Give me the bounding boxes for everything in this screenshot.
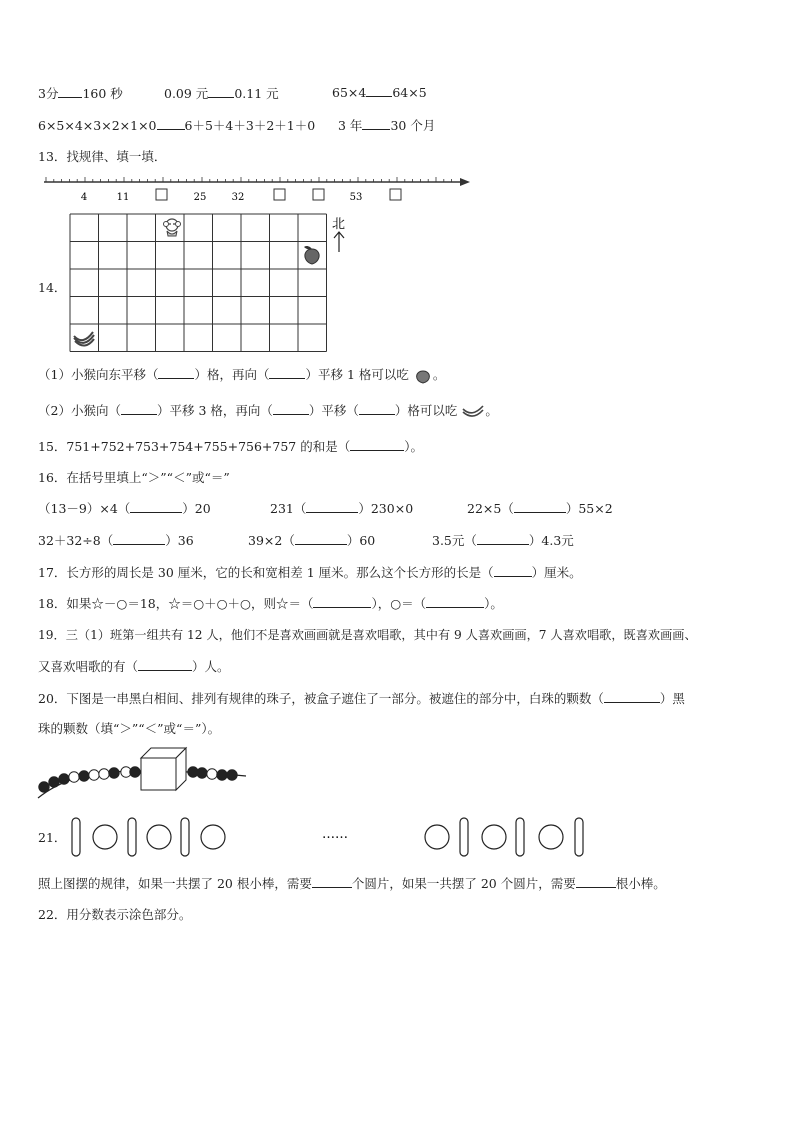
white-bead bbox=[69, 772, 79, 782]
circle-disc bbox=[201, 825, 225, 849]
stick bbox=[72, 818, 80, 856]
circle-disc bbox=[425, 825, 449, 849]
answer-blank[interactable] bbox=[208, 85, 234, 98]
black-bead bbox=[49, 777, 59, 787]
answer-blank[interactable] bbox=[312, 875, 352, 888]
answer-blank[interactable] bbox=[130, 500, 182, 513]
north-label: 北 bbox=[332, 217, 346, 232]
answer-blank[interactable] bbox=[350, 438, 404, 451]
answer-blank[interactable] bbox=[366, 84, 392, 97]
answer-blank[interactable] bbox=[514, 500, 566, 513]
box-blank[interactable] bbox=[274, 189, 285, 200]
answer-blank[interactable] bbox=[604, 690, 660, 703]
answer-blank[interactable] bbox=[306, 500, 358, 513]
circle-disc bbox=[539, 825, 563, 849]
answer-blank[interactable] bbox=[269, 366, 305, 379]
q21-text: 照上图摆的规律，如果一共摆了 20 根小棒，需要 个圆片，如果一共摆了 20 个圆片，需要 根小棒。 bbox=[38, 876, 666, 891]
black-bead bbox=[79, 771, 89, 781]
q21-number: 21． bbox=[38, 830, 67, 845]
q20-line2: 珠的颗数（填“＞”“＜”或“＝”）。 bbox=[38, 721, 221, 736]
q19-line2: 又喜欢唱歌的有（ ）人。 bbox=[38, 659, 230, 674]
compare-row-1: 3分 160 秒 bbox=[38, 86, 123, 101]
box-blank[interactable] bbox=[156, 189, 167, 200]
beads-figure bbox=[36, 742, 256, 804]
box-blank[interactable] bbox=[313, 189, 324, 200]
answer-blank[interactable] bbox=[158, 366, 194, 379]
compare-row-2: 6×5×4×3×2×1×0 6＋5＋4＋3＋2＋1＋0 bbox=[38, 118, 316, 133]
q16-title: 16．在括号里填上“＞”“＜”或“＝” bbox=[38, 470, 230, 485]
banana-icon bbox=[461, 404, 485, 420]
black-bead bbox=[217, 770, 227, 780]
number-label: 32 bbox=[231, 192, 245, 203]
answer-blank[interactable] bbox=[362, 117, 390, 130]
monkey-icon bbox=[164, 219, 181, 236]
q14-sub2: （2）小猴向（ ）平移 3 格，再向（ ）平移（ ）格可以吃 。 bbox=[38, 403, 498, 418]
number-label: 4 bbox=[80, 192, 88, 203]
q15: 15．751+752+753+754+755+756+757 的和是（ ）。 bbox=[38, 439, 423, 454]
number-line bbox=[40, 172, 476, 204]
peach-icon bbox=[413, 368, 433, 384]
circle-disc bbox=[147, 825, 171, 849]
answer-blank[interactable] bbox=[58, 85, 82, 98]
answer-blank[interactable] bbox=[273, 402, 309, 415]
stick bbox=[516, 818, 524, 856]
cover-box bbox=[141, 748, 186, 790]
stick bbox=[181, 818, 189, 856]
number-label: 25 bbox=[193, 192, 207, 203]
grid-map bbox=[68, 212, 358, 358]
box-blank[interactable] bbox=[390, 189, 401, 200]
q14-number: 14． bbox=[38, 280, 67, 295]
banana-icon bbox=[74, 332, 94, 346]
black-bead bbox=[39, 782, 49, 792]
number-label: 53 bbox=[349, 192, 363, 203]
white-bead bbox=[207, 769, 217, 779]
answer-blank[interactable] bbox=[494, 564, 532, 577]
circle-disc bbox=[482, 825, 506, 849]
stick bbox=[575, 818, 583, 856]
north-arrow-icon bbox=[334, 232, 344, 252]
number-label: 11 bbox=[116, 192, 130, 203]
q19-line1: 19．三（1）班第一组共有 12 人，他们不是喜欢画画就是喜欢唱歌，其中有 9 人喜欢画画，7 人喜欢唱歌，既喜欢画画、 bbox=[38, 628, 697, 642]
q20-line1: 20．下图是一串黑白相间、排列有规律的珠子，被盒子遮住了一部分。被遮住的部分中，白珠的颗数（ ）黑 bbox=[38, 691, 685, 706]
q17: 17．长方形的周长是 30 厘米，它的长和宽相差 1 厘米。那么这个长方形的长是（ ）厘米。 bbox=[38, 565, 582, 580]
black-bead bbox=[130, 767, 140, 777]
answer-blank[interactable] bbox=[359, 402, 395, 415]
sticks-circles-figure bbox=[68, 814, 598, 860]
circle-disc bbox=[93, 825, 117, 849]
black-bead bbox=[227, 770, 237, 780]
stick bbox=[460, 818, 468, 856]
stick bbox=[128, 818, 136, 856]
answer-blank[interactable] bbox=[295, 532, 347, 545]
answer-blank[interactable] bbox=[138, 658, 192, 671]
peach-icon bbox=[304, 246, 319, 264]
ellipsis: …… bbox=[322, 827, 348, 842]
answer-blank[interactable] bbox=[477, 532, 529, 545]
q13-title: 13．找规律、填一填． bbox=[38, 149, 167, 164]
answer-blank[interactable] bbox=[426, 595, 484, 608]
black-bead bbox=[109, 768, 119, 778]
white-bead bbox=[99, 769, 109, 779]
q22: 22．用分数表示涂色部分。 bbox=[38, 907, 192, 922]
black-bead bbox=[59, 774, 69, 784]
answer-blank[interactable] bbox=[113, 532, 165, 545]
q18: 18．如果☆－○＝18，☆＝○＋○＋○，则☆＝（ ），○＝（ ）。 bbox=[38, 596, 503, 611]
white-bead bbox=[89, 770, 99, 780]
answer-blank[interactable] bbox=[121, 402, 157, 415]
q14-sub1: （1）小猴向东平移（ ）格，再向（ ）平移 1 格可以吃 。 bbox=[38, 367, 446, 382]
black-bead bbox=[197, 768, 207, 778]
answer-blank[interactable] bbox=[313, 595, 371, 608]
answer-blank[interactable] bbox=[157, 117, 185, 130]
answer-blank[interactable] bbox=[576, 875, 616, 888]
